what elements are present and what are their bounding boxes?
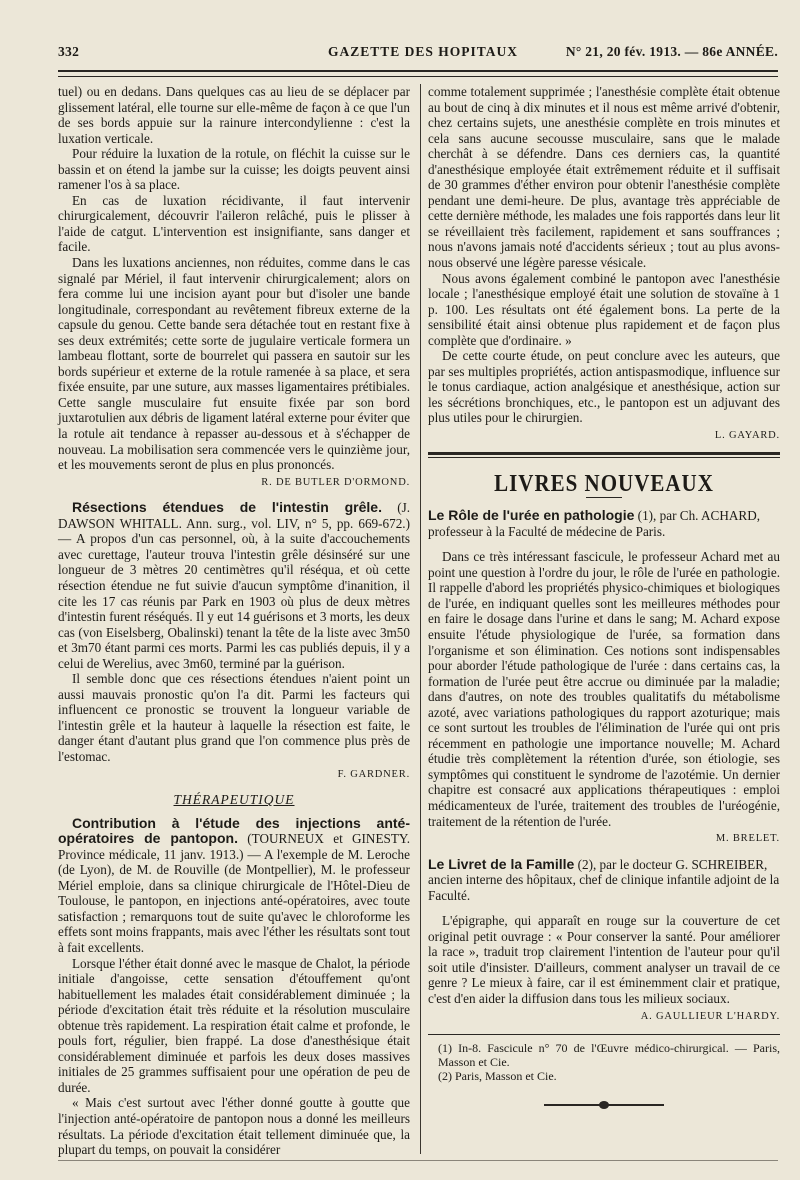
footnote-rule [428, 1034, 780, 1035]
page-header [58, 44, 778, 66]
journal-title: GAZETTE DES HOPITAUX [328, 44, 519, 59]
book1-signature: M. BRELET. [715, 833, 780, 845]
left-column [58, 84, 410, 1158]
continuation-paragraph-3: De cette courte étude, on peut conclure avec les auteurs, que par ses multiples propriétés, action antispasmodique, influence sur le tonus cardiaque, action analgésique et anesthésique, action sur les sécrétions bronchiques, etc., le pantopon est un adjuvant des plus utiles pour le chirurgien. [428, 348, 780, 426]
section-heading-therapeutique: THÉRAPEUTIQUE [173, 792, 295, 808]
footnote-2: (2) Paris, Masson et Cie. [438, 1069, 557, 1084]
contribution-title: Contribution à l'étude des injections anté-opératoires de pantopon. [58, 814, 410, 847]
book1-title: Le Rôle de l'urée en pathologie [428, 507, 635, 524]
continuation-paragraph-1: comme totalement supprimée ; l'anesthésie complète était obtenue au bout de cinq à dix minutes et il nous est même arrivé d'obtenir, chez certains sujets, une anesthésie complète en trois minutes et cela sans aucune secousse musculaire, sans que le malade cherchât à se défendre. Dans ces derniers cas, la quantité d'anesthésique employée était extrêmement réduite et il suffisait de 30 grammes d'éther environ pour obtenir l'anesthésie complète pendant une demi-heure. De plus, avantage très appréciable de cette dernière méthode, les malades une fois rapportés dans leur lit se réveillaient très facilement, rapidement et sans souffrances ; nous n'avons jamais noté d'accidents sérieux ; tout au plus avons-nous observé une légère paresse vésicale. [428, 84, 780, 271]
contribution-reference: (TOURNEUX et GINESTY. Province médicale, 11 janv. 1913.) — A l'exemple de M. Leroche (de Lyon), de M. de Rouville (de Montpellier), M. le professeur Mériel emploie, dans sa clinique chirurgicale de l'Hôtel-Dieu de Toulouse, le pantopon, en injections anté-opératoires, avec toute satisfaction ; remarquons tout de suite qu'avec le chloroforme les effets sont moins frappants, mais avec l'éther les résultats sont tout à fait excellents. [58, 831, 411, 955]
footnote-1: (1) In-8. Fascicule n° 70 de l'Œuvre médico-chirurgical. — Paris, Masson et Cie. [438, 1041, 780, 1070]
continuation-paragraph-2: Nous avons également combiné le pantopon avec l'anesthésie locale ; l'anesthésique employé était une solution de stovaïne à 1 p. 100. Les résultats ont été également bons. La perte de la sensibilité était ainsi obtenue plus rapidement et de façon plus complète que d'ordinaire. » [428, 270, 780, 348]
resections-title: Résections étendues de l'intestin grêle. [72, 499, 382, 516]
continuation-signature: L. GAYARD. [714, 430, 780, 442]
right-column [428, 84, 780, 1109]
book2-review: L'épigraphe, qui apparaît en rouge sur la couverture de cet original petit ouvrage : « Pour conserver la santé. Pour améliorer la race », traduit trop clairement l'intention de l'auteur pour qu'il soit utile d'insister. D'ailleurs, comment analyser un travail de ce genre ? Le mieux à faire, car il est éminemment clair et pratique, c'est d'en aider la diffusion dans tous les milieux sociaux. [428, 913, 780, 1006]
resections-paragraph-2: Il semble donc que ces résections étendues n'aient point un aussi mauvais pronostic qu'on l'a dit. Parmi les facteurs qui influencent ce pronostic se trouvent la longueur variable de l'intestin grêle et la hauteur à laquelle la résection est faite, le danger étant d'autant plus grand que l'on commence plus près de l'estomac. [58, 671, 410, 764]
end-ornament [544, 1101, 664, 1109]
luxation-paragraph-1: tuel) ou en dedans. Dans quelques cas au lieu de se déplacer par glissement latéral, elle tourne sur elle-même de façon à ce que l'un de ses bords appuie sur la rainure intercondylienne : c'est la luxation verticale. [58, 84, 410, 146]
header-rule-thin [58, 76, 778, 77]
livres-nouveaux-heading: LIVRES NOUVEAUX [494, 468, 714, 497]
header-rule-thick [58, 70, 778, 72]
column-separator [420, 84, 421, 1154]
book2-byline: (2), par le docteur G. SCHREIBER, ancien interne des hôpitaux, chef de clinique infantile adjoint de la Faculté. [428, 856, 780, 903]
section-rule-thick [428, 452, 780, 455]
resections-reference: (J. DAWSON WHITALL. Ann. surg., vol. LIV, n° 5, pp. 669-672.) — A propos d'un cas personnel, où, à la suite d'accouchements avec curettage, l'auteur trouva l'intestin grêle désinséré sur une longueur de 3 mètres 20 centimètres qu'il réséqua, et où cette résection étendue ne fut suivie d'aucun symptôme d'inanition, il cite les 17 cas réunis par Park en 1903 où plus de deux mètres d'intestin furent réséqués. Il y eut 14 guérisons et 3 morts, les deux cas (von Eiselsberg, Obalinski) tenant la tête de la liste avec 3m50 et 3m70 étant parmi ces morts. Parmi les cas publiés depuis, il y a celui de Werelius, avec 3m60, terminé par la guérison. [58, 500, 411, 671]
issue-info: N° 21, 20 fév. 1913. — 86e ANNÉE. [565, 44, 778, 59]
page-number: 332 [58, 44, 80, 59]
section-rule-thin [428, 457, 780, 458]
book2-title: Le Livret de la Famille [428, 855, 575, 872]
page-bottom-rule [58, 1160, 778, 1161]
luxation-paragraph-4: Dans les luxations anciennes, non réduites, comme dans le cas signalé par Mériel, il faut intervenir chirurgicalement; alors on fera comme lui une incision ayant pour but d'isoler une bande longitudinale, correspondant au revêtement fibreux externe de la capsule du genou. Cette bande sera détachée tout en restant fixe à ses deux extrémités; cette sorte de jugulaire verticale formera un lambeau flottant, sorte de bourrelet qui passera en sautoir sur les bords supérieur et externe de la rotule ramenée à sa place, et sera fixée ensuite, par une suture, aux masses ligamentaires prétibiales. Cette sangle musculaire fut ensuite fixée par son bord juxtarotulien aux débris de ligament latéral externe pour éviter que la rotule ait tendance à repasser au-dessous et à s'échapper de nouveau. La mobilisation sera commencée vers le quinzième jour, et les mouvements seront de plus en plus prononcés. [58, 255, 410, 473]
heading-underline [586, 497, 622, 498]
luxation-signature: R. DE BUTLER D'ORMOND. [261, 476, 410, 488]
contribution-paragraph-3: « Mais c'est surtout avec l'éther donné goutte à goutte que l'injection anté-opératoire de pantopon nous a donné les meilleurs résultats. La période d'excitation était tellement diminuée que, la plupart du temps, on pouvait la considérer [58, 1095, 410, 1158]
resections-signature: F. GARDNER. [337, 768, 410, 780]
contribution-paragraph-2: Lorsque l'éther était donné avec le masque de Chalot, la période initiale d'angoisse, cette sensation d'étouffement qu'ont habituellement les malades était considérablement diminuée ; la période d'excitation était très réduite et la résolution musculaire obtenue très rapidement. La respiration était calme et profonde, le pouls fort, régulier, bien frappé. La dose d'anesthésique était considérablement diminuée et parfois les deux doses massives initiales de 25 grammes suffisaient pour une opération de peu de durée. [58, 955, 410, 1095]
book1-review: Dans ce très intéressant fascicule, le professeur Achard met au point une question à l'ordre du jour, le rôle de l'urée en pathologie. Il rappelle d'abord les propriétés physico-chimiques et biologiques de l'urée, en indiquant quelles sont les meilleures méthodes pour en faire le dosage dans l'urine et dans le sang; M. Achard expose ensuite l'étude physiologique de l'urée, sa formation dans l'organisme et son élimination. Ces notions sont indispensables pour aborder l'étude pathologique de l'urée : dans certains cas, la formation de l'urée peut être accrue ou diminuée par la maladie; dans d'autres, on note des troubles qualitatifs du métabolisme azoté, avec variations pathologiques du rapport azoturique; mais ce sont surtout les troubles de l'élimination de l'urée qui ont pris récemment en pathologie une importance nouvelle; M. Achard étudie très complètement la rétention d'urée, son étiologie, ses symptômes qui constituent le syndrome de l'azotémie. Un dernier chapitre est consacré aux applications thérapeutiques : emploi médicamenteux de l'urée, traitement des troubles de l'uréogénie, traitement de la rétention de l'urée. [428, 549, 780, 829]
luxation-paragraph-2: Pour réduire la luxation de la rotule, on fléchit la cuisse sur le bassin et on étend la jambe sur la cuisse; les doigts peuvent ainsi ramener l'os à sa place. [58, 146, 410, 193]
luxation-paragraph-3: En cas de luxation récidivante, il faut intervenir chirurgicalement, découvrir l'aileron relâché, puis le plisser à l'aide de catgut. L'intervention est insignifiante, sans danger et facile. [58, 192, 410, 255]
book1-byline: (1), par Ch. ACHARD, professeur à la Faculté de médecine de Paris. [428, 508, 761, 539]
book2-heading [428, 857, 780, 904]
contribution-article [58, 816, 410, 956]
book1-heading [428, 508, 780, 539]
resections-article [58, 500, 410, 671]
book2-signature: A. GAULLIEUR L'HARDY. [640, 1010, 780, 1022]
